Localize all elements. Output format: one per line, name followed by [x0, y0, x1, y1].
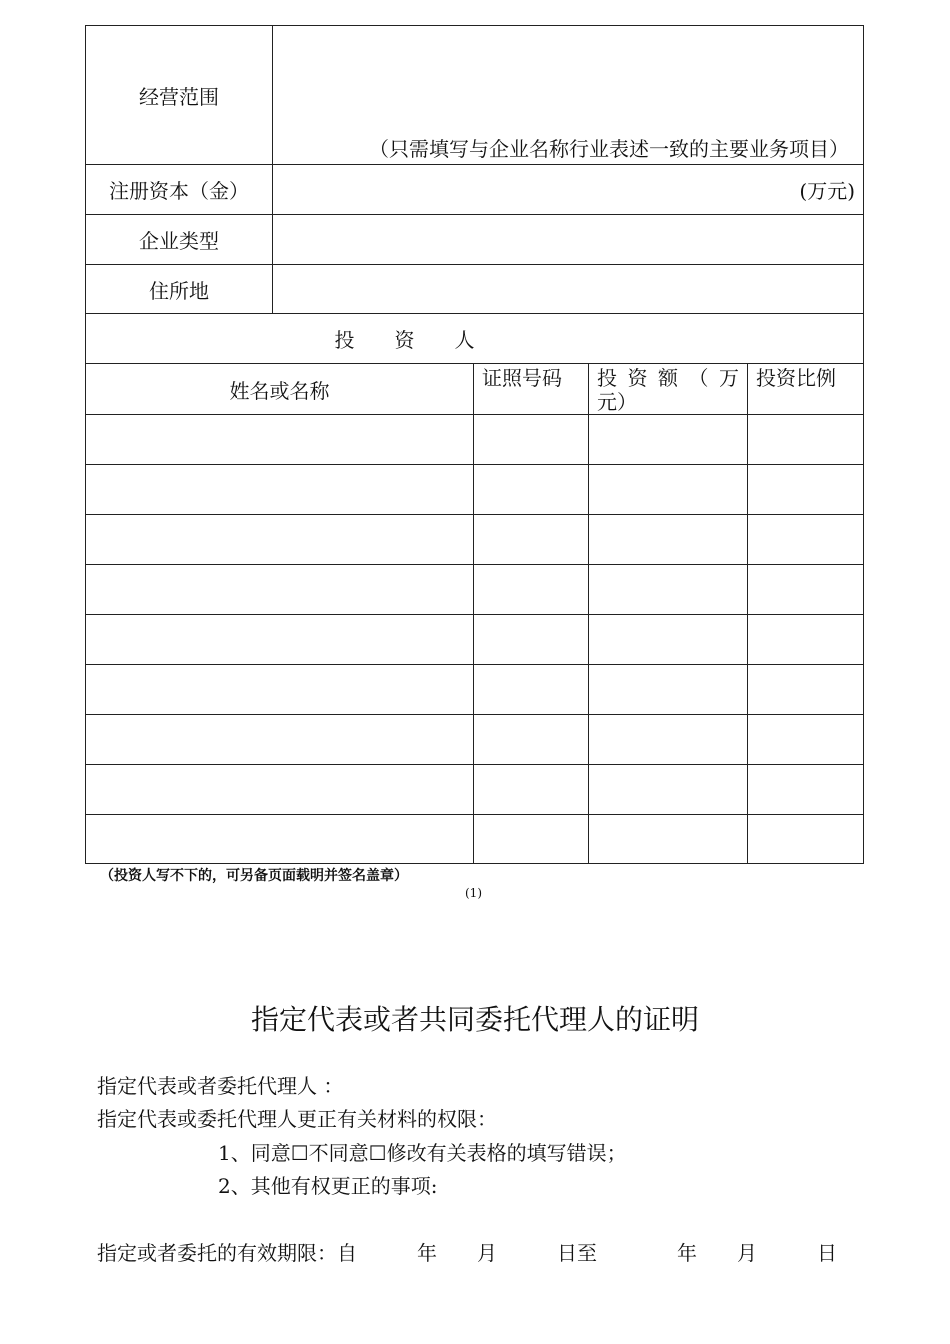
capital-unit: (万元) — [799, 179, 855, 203]
investor-section-header — [86, 314, 864, 364]
investor-amount-cell[interactable] — [589, 815, 748, 864]
investor-ratio-cell[interactable] — [748, 815, 864, 864]
investor-section-title: 投 资 人 — [334, 328, 475, 352]
business-scope-field[interactable] — [273, 26, 864, 165]
table-row — [86, 415, 864, 465]
investor-amount-cell[interactable] — [589, 565, 748, 615]
address-label: 住所地 — [86, 265, 273, 314]
investor-name-cell[interactable] — [86, 765, 474, 815]
investor-id-cell[interactable] — [474, 465, 589, 515]
registered-capital-label: 注册资本（金） — [86, 165, 273, 215]
investor-ratio-cell[interactable] — [748, 665, 864, 715]
investor-id-cell[interactable] — [474, 815, 589, 864]
table-row — [86, 665, 864, 715]
investor-name-cell[interactable] — [86, 815, 474, 864]
enterprise-type-label: 企业类型 — [86, 215, 273, 265]
authority-label: 指定代表或委托代理人更正有关材料的权限： — [97, 1107, 497, 1131]
representative-label: 指定代表或者委托代理人 ： — [97, 1074, 344, 1098]
registered-capital-field[interactable] — [273, 165, 864, 215]
table-row — [86, 715, 864, 765]
investor-ratio-cell[interactable] — [748, 565, 864, 615]
investor-name-cell[interactable] — [86, 515, 474, 565]
investor-amount-cell[interactable] — [589, 415, 748, 465]
investor-ratio-cell[interactable] — [748, 515, 864, 565]
table-row — [86, 465, 864, 515]
investor-name-cell[interactable] — [86, 615, 474, 665]
investor-rows — [86, 415, 864, 864]
investor-id-cell[interactable] — [474, 715, 589, 765]
registration-form-table — [85, 25, 864, 864]
col-header-ratio: 投资比例 — [748, 364, 864, 415]
investor-name-cell[interactable] — [86, 565, 474, 615]
investor-amount-cell[interactable] — [589, 515, 748, 565]
investor-id-cell[interactable] — [474, 565, 589, 615]
business-scope-hint: （只需填写与企业名称行业表述一致的主要业务项目） — [369, 137, 849, 161]
investor-name-cell[interactable] — [86, 415, 474, 465]
table-row — [86, 815, 864, 864]
table-row — [86, 615, 864, 665]
investor-ratio-cell[interactable] — [748, 765, 864, 815]
business-scope-label: 经营范围 — [86, 26, 273, 165]
investor-amount-cell[interactable] — [589, 715, 748, 765]
investor-ratio-cell[interactable] — [748, 715, 864, 765]
investor-id-cell[interactable] — [474, 415, 589, 465]
investor-name-cell[interactable] — [86, 665, 474, 715]
table-row — [86, 515, 864, 565]
authority-item-2: 2、其他有权更正的事项: — [218, 1174, 438, 1198]
investor-id-cell[interactable] — [474, 665, 589, 715]
validity-period: 指定或者委托的有效期限：自 年 月 日至 年 月 日 — [97, 1241, 837, 1265]
investor-name-cell[interactable] — [86, 465, 474, 515]
investor-name-cell[interactable] — [86, 715, 474, 765]
page-number: (1) — [465, 886, 482, 900]
table-row — [86, 765, 864, 815]
address-field[interactable] — [273, 265, 864, 314]
authority-item-1[interactable]: 1、同意☐不同意☐修改有关表格的填写错误； — [218, 1141, 627, 1165]
investor-amount-cell[interactable] — [589, 665, 748, 715]
investor-ratio-cell[interactable] — [748, 465, 864, 515]
investor-id-cell[interactable] — [474, 615, 589, 665]
investor-ratio-cell[interactable] — [748, 415, 864, 465]
col-header-amount: 投 资 额 （ 万 元） — [589, 364, 748, 415]
investor-overflow-note: （投资人写不下的，可另备页面载明并签名盖章） — [100, 868, 408, 884]
col-header-id: 证照号码 — [474, 364, 589, 415]
investor-amount-cell[interactable] — [589, 465, 748, 515]
certificate-title: 指定代表或者共同委托代理人的证明 — [250, 1003, 699, 1036]
investor-amount-cell[interactable] — [589, 615, 748, 665]
col-header-name: 姓名或名称 — [86, 364, 474, 415]
investor-id-cell[interactable] — [474, 515, 589, 565]
investor-id-cell[interactable] — [474, 765, 589, 815]
table-row — [86, 565, 864, 615]
enterprise-type-field[interactable] — [273, 215, 864, 265]
investor-amount-cell[interactable] — [589, 765, 748, 815]
investor-ratio-cell[interactable] — [748, 615, 864, 665]
